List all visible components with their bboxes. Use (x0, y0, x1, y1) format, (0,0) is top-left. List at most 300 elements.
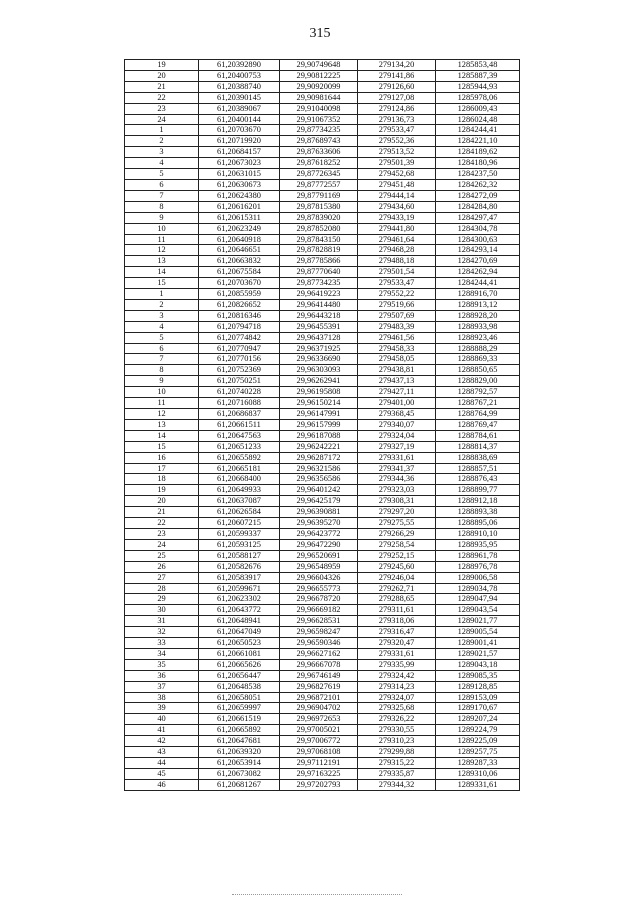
x-coordinate-cell: 279451,48 (358, 179, 436, 190)
y-coordinate-cell: 1284262,32 (436, 179, 520, 190)
longitude-cell: 29,96395270 (280, 518, 358, 529)
x-coordinate-cell: 279324,04 (358, 430, 436, 441)
table-row (125, 692, 520, 703)
longitude-cell: 29,97112191 (280, 758, 358, 769)
longitude-cell: 29,87839020 (280, 212, 358, 223)
point-number-cell: 24 (125, 114, 199, 125)
latitude-cell: 61,20719920 (199, 136, 280, 147)
x-coordinate-cell: 279335,87 (358, 768, 436, 779)
y-coordinate-cell: 1288876,43 (436, 474, 520, 485)
point-number-cell: 23 (125, 528, 199, 539)
x-coordinate-cell: 279461,56 (358, 332, 436, 343)
table-row (125, 125, 520, 136)
latitude-cell: 61,20623249 (199, 223, 280, 234)
y-coordinate-cell: 1288913,12 (436, 299, 520, 310)
y-coordinate-cell: 1288814,37 (436, 441, 520, 452)
latitude-cell: 61,20647681 (199, 736, 280, 747)
latitude-cell: 61,20640918 (199, 234, 280, 245)
table-row (125, 474, 520, 485)
x-coordinate-cell: 279258,54 (358, 539, 436, 550)
y-coordinate-cell: 1284180,96 (436, 158, 520, 169)
point-number-cell: 20 (125, 496, 199, 507)
longitude-cell: 29,96195808 (280, 387, 358, 398)
longitude-cell: 29,87785866 (280, 256, 358, 267)
latitude-cell: 61,20616201 (199, 201, 280, 212)
x-coordinate-cell: 279311,61 (358, 605, 436, 616)
point-number-cell: 38 (125, 692, 199, 703)
longitude-cell: 29,96678720 (280, 594, 358, 605)
table-row (125, 670, 520, 681)
y-coordinate-cell: 1289085,35 (436, 670, 520, 681)
point-number-cell: 37 (125, 681, 199, 692)
table-row (125, 550, 520, 561)
y-coordinate-cell: 1288838,69 (436, 452, 520, 463)
point-number-cell: 6 (125, 343, 199, 354)
longitude-cell: 29,87689743 (280, 136, 358, 147)
y-coordinate-cell: 1288850,65 (436, 365, 520, 376)
latitude-cell: 61,20599337 (199, 528, 280, 539)
latitude-cell: 61,20390145 (199, 92, 280, 103)
table-row (125, 605, 520, 616)
point-number-cell: 4 (125, 158, 199, 169)
point-number-cell: 11 (125, 398, 199, 409)
x-coordinate-cell: 279324,42 (358, 670, 436, 681)
table-row (125, 299, 520, 310)
y-coordinate-cell: 1288767,21 (436, 398, 520, 409)
x-coordinate-cell: 279266,29 (358, 528, 436, 539)
latitude-cell: 61,20750251 (199, 376, 280, 387)
point-number-cell: 2 (125, 299, 199, 310)
y-coordinate-cell: 1288888,29 (436, 343, 520, 354)
y-coordinate-cell: 1289257,75 (436, 747, 520, 758)
table-row (125, 528, 520, 539)
latitude-cell: 61,20643772 (199, 605, 280, 616)
table-row (125, 60, 520, 71)
y-coordinate-cell: 1289021,57 (436, 648, 520, 659)
x-coordinate-cell: 279533,47 (358, 125, 436, 136)
point-number-cell: 34 (125, 648, 199, 659)
longitude-cell: 29,96356586 (280, 474, 358, 485)
latitude-cell: 61,20392890 (199, 60, 280, 71)
table-row (125, 365, 520, 376)
x-coordinate-cell: 279330,55 (358, 725, 436, 736)
y-coordinate-cell: 1288899,77 (436, 485, 520, 496)
x-coordinate-cell: 279124,86 (358, 103, 436, 114)
x-coordinate-cell: 279335,99 (358, 659, 436, 670)
table-row (125, 179, 520, 190)
x-coordinate-cell: 279331,61 (358, 648, 436, 659)
x-coordinate-cell: 279315,22 (358, 758, 436, 769)
latitude-cell: 61,20648538 (199, 681, 280, 692)
coordinates-table-body (125, 60, 520, 791)
longitude-cell: 29,90749648 (280, 60, 358, 71)
latitude-cell: 61,20665892 (199, 725, 280, 736)
point-number-cell: 15 (125, 278, 199, 289)
longitude-cell: 29,87843150 (280, 234, 358, 245)
point-number-cell: 5 (125, 169, 199, 180)
longitude-cell: 29,96401242 (280, 485, 358, 496)
y-coordinate-cell: 1289001,41 (436, 638, 520, 649)
x-coordinate-cell: 279519,66 (358, 299, 436, 310)
x-coordinate-cell: 279427,11 (358, 387, 436, 398)
point-number-cell: 9 (125, 376, 199, 387)
point-number-cell: 3 (125, 310, 199, 321)
point-number-cell: 33 (125, 638, 199, 649)
longitude-cell: 29,96667078 (280, 659, 358, 670)
x-coordinate-cell: 279297,20 (358, 507, 436, 518)
point-number-cell: 46 (125, 779, 199, 790)
y-coordinate-cell: 1289128,85 (436, 681, 520, 692)
x-coordinate-cell: 279501,39 (358, 158, 436, 169)
y-coordinate-cell: 1288769,47 (436, 419, 520, 430)
table-row (125, 681, 520, 692)
table-row (125, 441, 520, 452)
table-row (125, 190, 520, 201)
longitude-cell: 29,90981644 (280, 92, 358, 103)
latitude-cell: 61,20774842 (199, 332, 280, 343)
latitude-cell: 61,20647563 (199, 430, 280, 441)
longitude-cell: 29,96371925 (280, 343, 358, 354)
latitude-cell: 61,20639320 (199, 747, 280, 758)
y-coordinate-cell: 1288916,70 (436, 289, 520, 300)
latitude-cell: 61,20673082 (199, 768, 280, 779)
y-coordinate-cell: 1288869,33 (436, 354, 520, 365)
y-coordinate-cell: 1284244,41 (436, 125, 520, 136)
point-number-cell: 7 (125, 190, 199, 201)
point-number-cell: 45 (125, 768, 199, 779)
latitude-cell: 61,20663832 (199, 256, 280, 267)
x-coordinate-cell: 279340,07 (358, 419, 436, 430)
latitude-cell: 61,20703670 (199, 278, 280, 289)
point-number-cell: 29 (125, 594, 199, 605)
table-row (125, 583, 520, 594)
x-coordinate-cell: 279433,19 (358, 212, 436, 223)
point-number-cell: 40 (125, 714, 199, 725)
x-coordinate-cell: 279320,47 (358, 638, 436, 649)
x-coordinate-cell: 279326,22 (358, 714, 436, 725)
point-number-cell: 12 (125, 409, 199, 420)
longitude-cell: 29,97006772 (280, 736, 358, 747)
latitude-cell: 61,20673023 (199, 158, 280, 169)
y-coordinate-cell: 1288961,78 (436, 550, 520, 561)
x-coordinate-cell: 279252,15 (358, 550, 436, 561)
x-coordinate-cell: 279134,20 (358, 60, 436, 71)
point-number-cell: 44 (125, 758, 199, 769)
y-coordinate-cell: 1288923,46 (436, 332, 520, 343)
longitude-cell: 29,97068108 (280, 747, 358, 758)
point-number-cell: 12 (125, 245, 199, 256)
latitude-cell: 61,20388740 (199, 81, 280, 92)
latitude-cell: 61,20661081 (199, 648, 280, 659)
latitude-cell: 61,20607215 (199, 518, 280, 529)
longitude-cell: 29,96746149 (280, 670, 358, 681)
table-row (125, 703, 520, 714)
point-number-cell: 27 (125, 572, 199, 583)
y-coordinate-cell: 1289005,54 (436, 627, 520, 638)
y-coordinate-cell: 1285944,93 (436, 81, 520, 92)
x-coordinate-cell: 279461,64 (358, 234, 436, 245)
point-number-cell: 32 (125, 627, 199, 638)
x-coordinate-cell: 279501,54 (358, 267, 436, 278)
latitude-cell: 61,20626584 (199, 507, 280, 518)
longitude-cell: 29,96655773 (280, 583, 358, 594)
longitude-cell: 29,96669182 (280, 605, 358, 616)
longitude-cell: 29,96628531 (280, 616, 358, 627)
x-coordinate-cell: 279513,52 (358, 147, 436, 158)
point-number-cell: 2 (125, 136, 199, 147)
y-coordinate-cell: 1284189,62 (436, 147, 520, 158)
y-coordinate-cell: 1288928,20 (436, 310, 520, 321)
x-coordinate-cell: 279401,00 (358, 398, 436, 409)
longitude-cell: 29,96390881 (280, 507, 358, 518)
table-row (125, 485, 520, 496)
latitude-cell: 61,20631015 (199, 169, 280, 180)
latitude-cell: 61,20583917 (199, 572, 280, 583)
table-row (125, 136, 520, 147)
table-row (125, 768, 520, 779)
table-row (125, 103, 520, 114)
table-row (125, 627, 520, 638)
latitude-cell: 61,20661519 (199, 714, 280, 725)
table-row (125, 267, 520, 278)
x-coordinate-cell: 279438,81 (358, 365, 436, 376)
point-number-cell: 23 (125, 103, 199, 114)
y-coordinate-cell: 1288829,00 (436, 376, 520, 387)
longitude-cell: 29,96321586 (280, 463, 358, 474)
x-coordinate-cell: 279368,45 (358, 409, 436, 420)
x-coordinate-cell: 279483,39 (358, 321, 436, 332)
x-coordinate-cell: 279488,18 (358, 256, 436, 267)
y-coordinate-cell: 1289043,54 (436, 605, 520, 616)
latitude-cell: 61,20400753 (199, 70, 280, 81)
point-number-cell: 24 (125, 539, 199, 550)
table-row (125, 201, 520, 212)
y-coordinate-cell: 1286024,48 (436, 114, 520, 125)
point-number-cell: 35 (125, 659, 199, 670)
x-coordinate-cell: 279288,65 (358, 594, 436, 605)
table-row (125, 387, 520, 398)
latitude-cell: 61,20615311 (199, 212, 280, 223)
y-coordinate-cell: 1289225,09 (436, 736, 520, 747)
table-row (125, 289, 520, 300)
x-coordinate-cell: 279533,47 (358, 278, 436, 289)
x-coordinate-cell: 279141,86 (358, 70, 436, 81)
table-row (125, 169, 520, 180)
longitude-cell: 29,96419223 (280, 289, 358, 300)
y-coordinate-cell: 1289310,06 (436, 768, 520, 779)
latitude-cell: 61,20675584 (199, 267, 280, 278)
x-coordinate-cell: 279316,47 (358, 627, 436, 638)
point-number-cell: 17 (125, 463, 199, 474)
y-coordinate-cell: 1284300,63 (436, 234, 520, 245)
y-coordinate-cell: 1284244,41 (436, 278, 520, 289)
latitude-cell: 61,20648941 (199, 616, 280, 627)
table-row (125, 747, 520, 758)
table-row (125, 430, 520, 441)
x-coordinate-cell: 279136,73 (358, 114, 436, 125)
point-number-cell: 30 (125, 605, 199, 616)
table-row (125, 616, 520, 627)
table-row (125, 310, 520, 321)
x-coordinate-cell: 279434,60 (358, 201, 436, 212)
point-number-cell: 14 (125, 430, 199, 441)
longitude-cell: 29,96548959 (280, 561, 358, 572)
x-coordinate-cell: 279552,22 (358, 289, 436, 300)
latitude-cell: 61,20665181 (199, 463, 280, 474)
x-coordinate-cell: 279275,55 (358, 518, 436, 529)
point-number-cell: 7 (125, 354, 199, 365)
latitude-cell: 61,20703670 (199, 125, 280, 136)
latitude-cell: 61,20400144 (199, 114, 280, 125)
latitude-cell: 61,20655892 (199, 452, 280, 463)
longitude-cell: 29,87791169 (280, 190, 358, 201)
table-row (125, 594, 520, 605)
table-row (125, 223, 520, 234)
x-coordinate-cell: 279344,32 (358, 779, 436, 790)
longitude-cell: 29,97202793 (280, 779, 358, 790)
table-row (125, 256, 520, 267)
y-coordinate-cell: 1284284,80 (436, 201, 520, 212)
longitude-cell: 29,87815380 (280, 201, 358, 212)
longitude-cell: 29,96627162 (280, 648, 358, 659)
table-row (125, 496, 520, 507)
point-number-cell: 13 (125, 419, 199, 430)
longitude-cell: 29,97163225 (280, 768, 358, 779)
longitude-cell: 29,87734235 (280, 278, 358, 289)
point-number-cell: 16 (125, 452, 199, 463)
table-row (125, 278, 520, 289)
latitude-cell: 61,20816346 (199, 310, 280, 321)
latitude-cell: 61,20588127 (199, 550, 280, 561)
point-number-cell: 8 (125, 365, 199, 376)
point-number-cell: 43 (125, 747, 199, 758)
latitude-cell: 61,20623302 (199, 594, 280, 605)
y-coordinate-cell: 1288792,57 (436, 387, 520, 398)
table-row (125, 398, 520, 409)
x-coordinate-cell: 279468,28 (358, 245, 436, 256)
longitude-cell: 29,90920099 (280, 81, 358, 92)
point-number-cell: 4 (125, 321, 199, 332)
point-number-cell: 1 (125, 289, 199, 300)
point-number-cell: 9 (125, 212, 199, 223)
point-number-cell: 15 (125, 441, 199, 452)
latitude-cell: 61,20826652 (199, 299, 280, 310)
point-number-cell: 1 (125, 125, 199, 136)
point-number-cell: 10 (125, 223, 199, 234)
point-number-cell: 21 (125, 81, 199, 92)
x-coordinate-cell: 279299,88 (358, 747, 436, 758)
table-row (125, 539, 520, 550)
x-coordinate-cell: 279262,71 (358, 583, 436, 594)
latitude-cell: 61,20389067 (199, 103, 280, 114)
latitude-cell: 61,20770156 (199, 354, 280, 365)
y-coordinate-cell: 1284272,09 (436, 190, 520, 201)
longitude-cell: 29,96336690 (280, 354, 358, 365)
y-coordinate-cell: 1285887,39 (436, 70, 520, 81)
y-coordinate-cell: 1284297,47 (436, 212, 520, 223)
point-number-cell: 11 (125, 234, 199, 245)
table-row (125, 648, 520, 659)
y-coordinate-cell: 1289021,77 (436, 616, 520, 627)
longitude-cell: 29,96443218 (280, 310, 358, 321)
y-coordinate-cell: 1288933,98 (436, 321, 520, 332)
y-coordinate-cell: 1289153,09 (436, 692, 520, 703)
longitude-cell: 29,87618252 (280, 158, 358, 169)
longitude-cell: 29,96455391 (280, 321, 358, 332)
y-coordinate-cell: 1284237,50 (436, 169, 520, 180)
y-coordinate-cell: 1288895,06 (436, 518, 520, 529)
point-number-cell: 18 (125, 474, 199, 485)
latitude-cell: 61,20599671 (199, 583, 280, 594)
point-number-cell: 36 (125, 670, 199, 681)
table-row (125, 659, 520, 670)
table-row (125, 81, 520, 92)
y-coordinate-cell: 1288764,99 (436, 409, 520, 420)
point-number-cell: 31 (125, 616, 199, 627)
table-row (125, 332, 520, 343)
x-coordinate-cell: 279441,80 (358, 223, 436, 234)
latitude-cell: 61,20649933 (199, 485, 280, 496)
table-row (125, 518, 520, 529)
point-number-cell: 13 (125, 256, 199, 267)
point-number-cell: 28 (125, 583, 199, 594)
point-number-cell: 21 (125, 507, 199, 518)
page-number: 315 (309, 26, 331, 41)
x-coordinate-cell: 279507,69 (358, 310, 436, 321)
longitude-cell: 29,96472290 (280, 539, 358, 550)
table-row (125, 736, 520, 747)
point-number-cell: 8 (125, 201, 199, 212)
y-coordinate-cell: 1288910,10 (436, 528, 520, 539)
point-number-cell: 39 (125, 703, 199, 714)
table-row (125, 561, 520, 572)
longitude-cell: 29,96598247 (280, 627, 358, 638)
x-coordinate-cell: 279324,07 (358, 692, 436, 703)
y-coordinate-cell: 1284270,69 (436, 256, 520, 267)
latitude-cell: 61,20770947 (199, 343, 280, 354)
y-coordinate-cell: 1289047,94 (436, 594, 520, 605)
table-row (125, 638, 520, 649)
longitude-cell: 29,87770640 (280, 267, 358, 278)
longitude-cell: 29,96147991 (280, 409, 358, 420)
x-coordinate-cell: 279344,36 (358, 474, 436, 485)
latitude-cell: 61,20661511 (199, 419, 280, 430)
table-row (125, 92, 520, 103)
point-number-cell: 20 (125, 70, 199, 81)
y-coordinate-cell: 1285978,06 (436, 92, 520, 103)
longitude-cell: 29,87852080 (280, 223, 358, 234)
footer-rule (232, 894, 402, 895)
point-number-cell: 14 (125, 267, 199, 278)
y-coordinate-cell: 1284262,94 (436, 267, 520, 278)
x-coordinate-cell: 279323,03 (358, 485, 436, 496)
longitude-cell: 29,96150214 (280, 398, 358, 409)
longitude-cell: 29,87772557 (280, 179, 358, 190)
x-coordinate-cell: 279458,05 (358, 354, 436, 365)
y-coordinate-cell: 1286009,43 (436, 103, 520, 114)
longitude-cell: 29,91040098 (280, 103, 358, 114)
latitude-cell: 61,20668400 (199, 474, 280, 485)
y-coordinate-cell: 1284293,14 (436, 245, 520, 256)
longitude-cell: 29,87633606 (280, 147, 358, 158)
point-number-cell: 26 (125, 561, 199, 572)
longitude-cell: 29,96425179 (280, 496, 358, 507)
y-coordinate-cell: 1288784,61 (436, 430, 520, 441)
table-row (125, 158, 520, 169)
table-row (125, 572, 520, 583)
table-row (125, 507, 520, 518)
longitude-cell: 29,96187088 (280, 430, 358, 441)
